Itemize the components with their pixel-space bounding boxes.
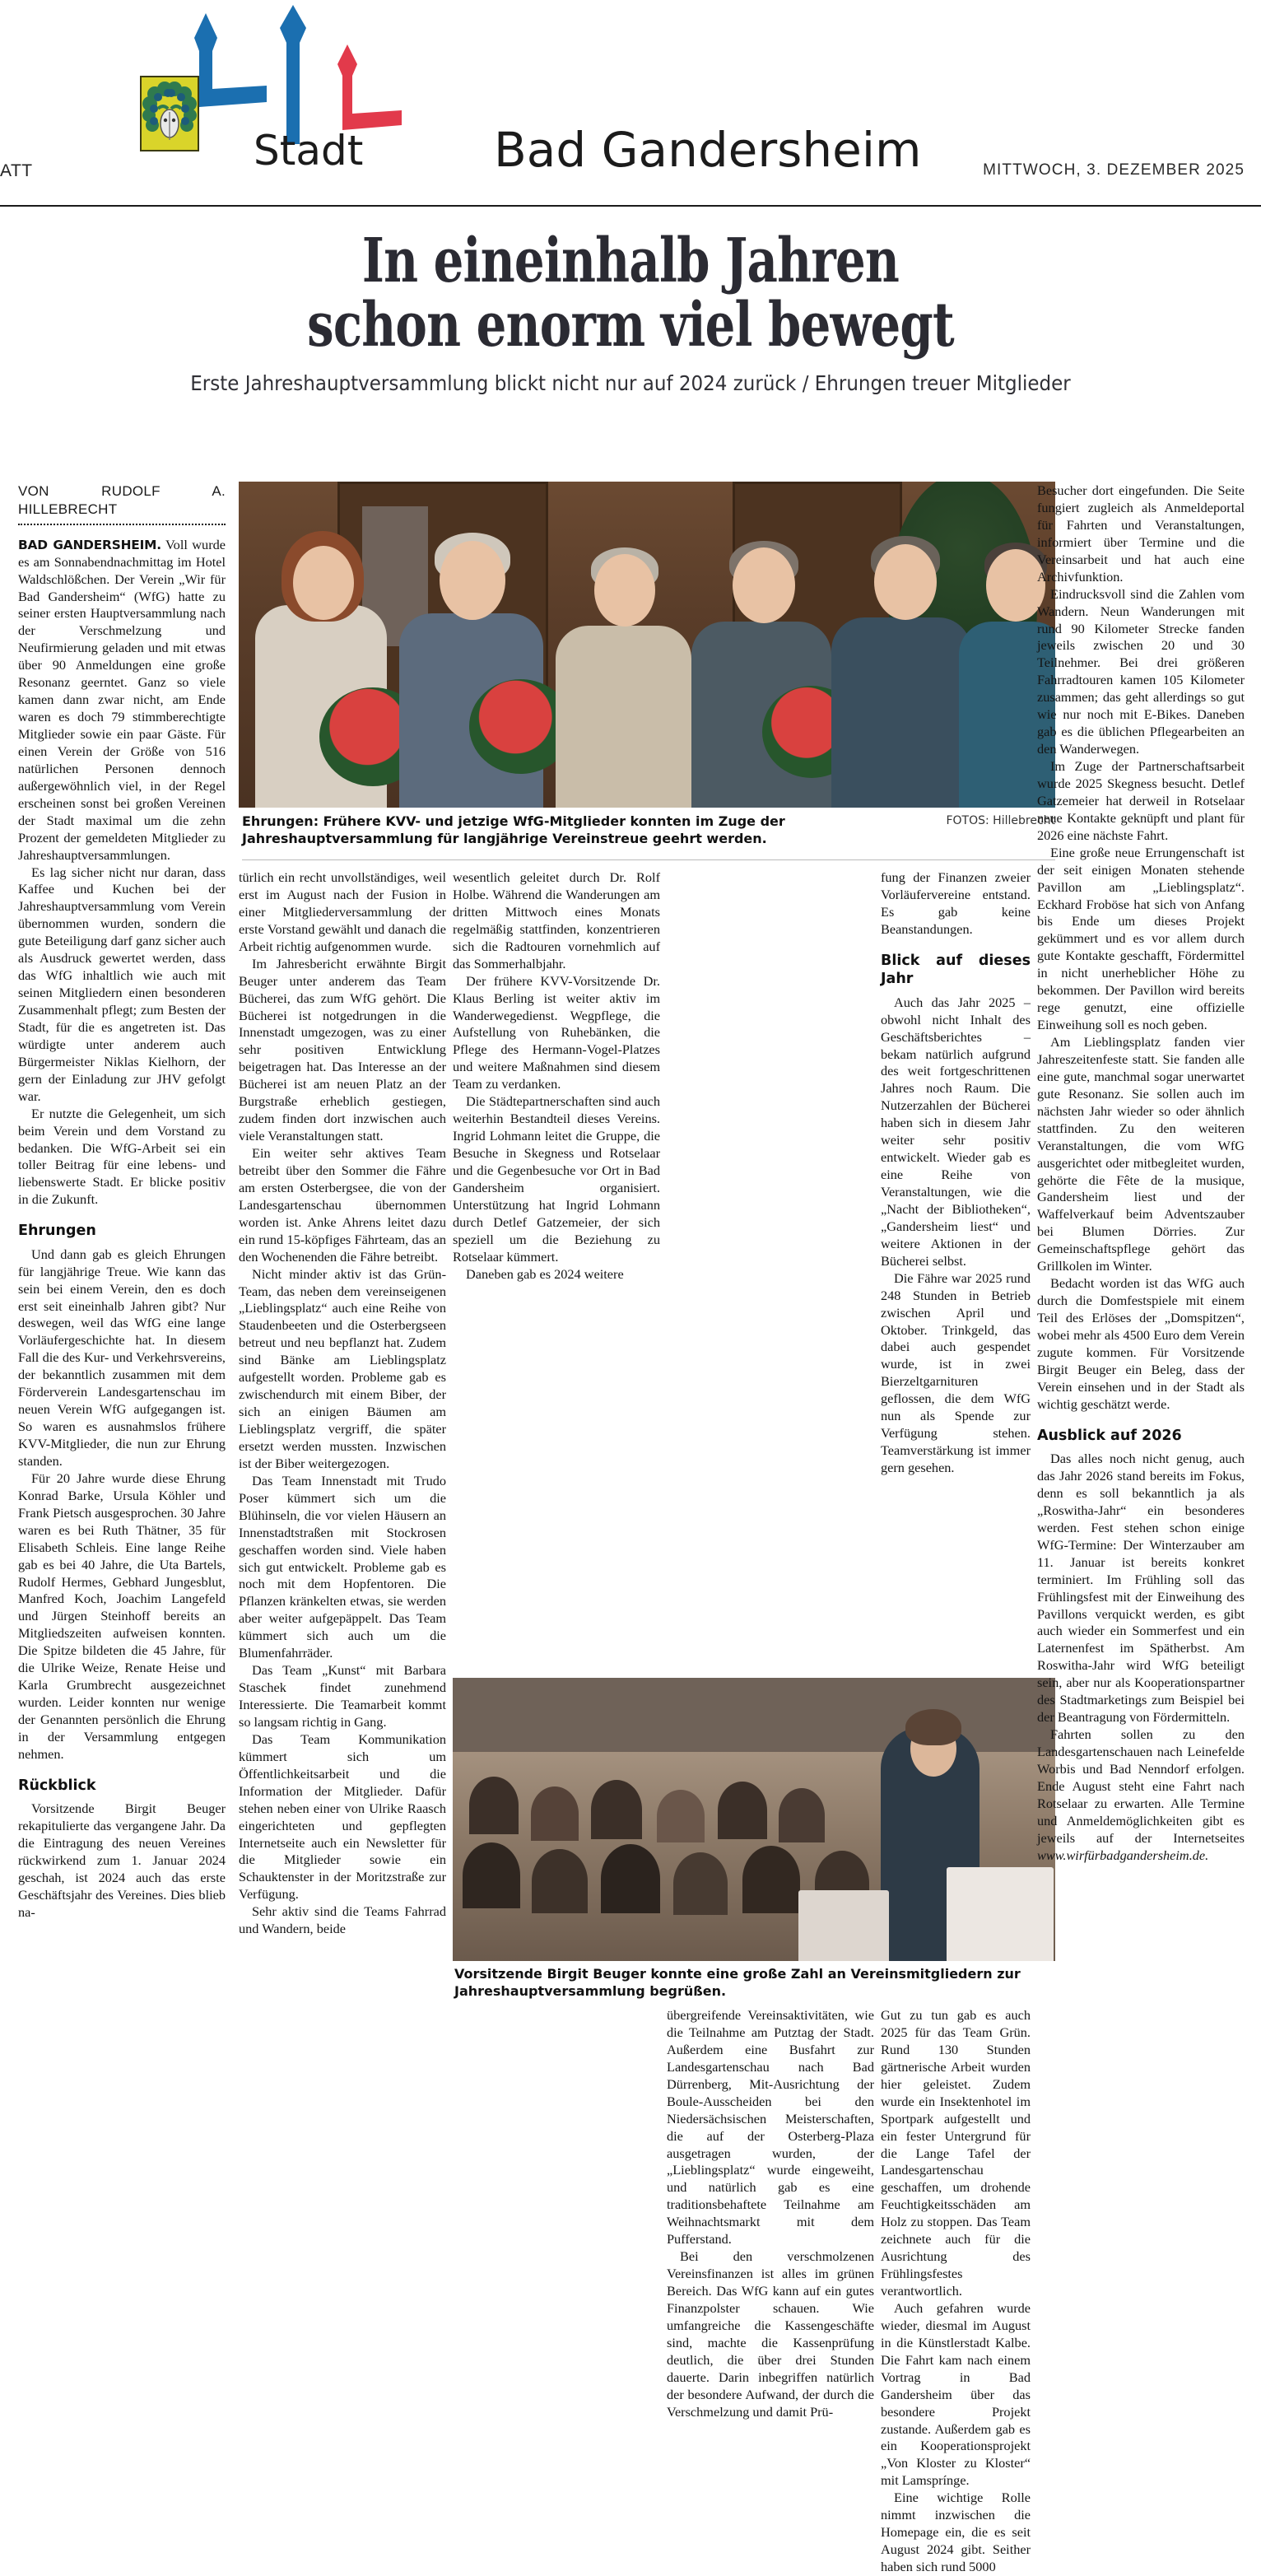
paragraph: Das Team Kommunikation kümmert sich um Öffentlichkeitsarbeit und die Information der Mitglieder. Dafür stehen neben einer von Ulrike Raasch eingerichteten und gepflegten Internetseite auch ein Newsletter für die Mitglieder sowie ein Schauktenster in der Moritzstraße zur Verfügung.	[239, 1731, 446, 1903]
byline-rule	[18, 523, 226, 525]
paragraph: Der frühere KVV-Vorsitzende Dr. Klaus Berling ist weiter aktiv im Wanderwegedienst. Wegpflege, die Aufstellung von Ruhebänken, die Pflege des Hermann-Vogel-Platzes und weitere Maßnahmen sind diesem Team zu verdanken.	[453, 972, 660, 1092]
paragraph: Bedacht worden ist das WfG auch durch die Domfestspiele mit einem Teil des Erlöses der „Domspitzen“, wobei mehr als 4500 Euro dem Verein zugute kommen. Für Vorsitzende Birgit Beuger ein Beleg, dass der Verein einsehen und in der Stadt als wichtig geschätzt werde.	[1037, 1275, 1245, 1412]
masthead-word-stadt: Stadt	[254, 127, 364, 175]
paragraph: wesentlich geleitet durch Dr. Rolf Holbe. Während die Wanderungen am dritten Mittwoch eines Monats regelmäßig stattfinden, konzentrieren sich die Radtouren vornehmlich auf das Sommerhalbjahr.	[453, 869, 660, 971]
section-heading-rueckblick: Rückblick	[18, 1777, 96, 1794]
paragraph: Das Team Innenstadt mit Trudo Poser kümmert sich um die Blühinseln, die vor vielen Häusern an Innenstadtstraßen mit Stockrosen geschaffen worden sind. Viele haben sich gut entwickelt. Probleme gab es noch mit dem Hopfentoren. Die Pflanzen kränkelten etwas, sie werden aber weiter aufgepäppelt. Das Team kümmert sich auch um die Blumenfahrräder.	[239, 1472, 446, 1661]
photo-assembly	[453, 1678, 1055, 1961]
article-column-6	[1037, 482, 1245, 1865]
paragraph: Im Jahresbericht erwähnte Birgit Beuger unter anderem das Team Bücherei, das zum WfG gehört. Die Bücherei ist notgedrungen in die Innenstadt umgezogen, was zu einer sehr positiven Entwicklung beigetragen hat. Das Interesse an der Bücherei ist am neuen Platz an der Burgstraße erheblich gestiegen, zudem finden dort inzwischen auch viele Veranstaltungen statt.	[239, 955, 446, 1144]
dateline: BAD GANDERSHEIM.	[18, 537, 161, 552]
photo-honorees	[239, 482, 1055, 808]
byline: VON RUDOLF A. HILLEBRECHT	[18, 483, 226, 517]
article-column-5	[881, 869, 1031, 1477]
paragraph: Das alles noch nicht genug, auch das Jahr 2026 stand bereits im Fokus, denn es soll bekanntlich ja als „Roswitha-Jahr“ ein besonderes werden. Fest stehen schon einige WfG-Termine: Der Winterzauber am 11. Januar ist bereits konkret terminiert. Im Frühling soll das Frühlingsfest mit der Einweihung des Pavillons verquickt werden, es gibt auch wieder ein Sommerfest und ein Laternenfest im Spätherbst. Am Roswitha-Jahr wird WfG beteiligt sein, aber nur als Kooperationspartner des Stadtmarketings zum Beispiel bei der Beantragung von Fördermitteln.	[1037, 1451, 1245, 1726]
paragraph: Vorsitzende Birgit Beuger rekapitulierte das vergangene Jahr. Da die Eintragung des neuen Vereines rückwirkend zum 1. Januar 2024 geschah, ist 2024 auch das erste Geschäftsjahr des Vereines. Dies blieb na-	[18, 1800, 226, 1920]
paragraph: Eine wichtige Rolle nimmt inzwischen die Homepage ein, die es seit August 2024 gibt. Seither haben sich rund 5000	[881, 2490, 1031, 2574]
headline-line-2: schon enorm viel bewegt	[307, 290, 954, 361]
section-heading-ausblick-2026: Ausblick auf 2026	[1037, 1427, 1182, 1444]
masthead-logo	[206, 30, 1029, 178]
masthead-date: MITTWOCH, 3. DEZEMBER 2025	[983, 161, 1245, 179]
paragraph: Bei den verschmolzenen Vereinsfinanzen ist alles im grünen Bereich. Das WfG kann auf ein gutes Finanzpolster schauen. Wie umfangreiche die Kassengeschäfte sind, machte die Kassenprüfung deutlich, die über drei Stunden dauerte. Darin inbegriffen natürlich der besondere Aufwand, der durch die Verschmelzung und damit Prü-	[667, 2248, 874, 2420]
paragraph: Auch gefahren wurde wieder, diesmal im August in die Künstlerstadt Kalbe. Die Fahrt kam nach einem Vortrag in Bad Gandersheim über das besondere Projekt zustande. Außerdem gab es ein Kooperationsprojekt „Von Kloster zu Kloster“ mit Lamsprínge.	[881, 2299, 1031, 2489]
article-column-2	[239, 869, 446, 1938]
lead-text: Voll wurde es am Sonnabendnachmittag im Hotel Waldschlößchen. Der Verein „Wir für Bad Gandersheim“ (WfG) hatte zu seiner ersten Hauptversammlung nach der Verschmelzung und Neufirmierung geladen und mit etwas über 90 Anmeldungen eine große Resonanz geerntet. Ganz so viele kamen dann zwar nicht, am Ende waren es doch 79 stimmberechtigte Mitglieder sowie ein paar Gäste. Für einen Verein der Größe von 516 natürlichen Personen dennoch außergewöhnlich viel, in der Regel erscheinen sonst bei großen Vereinen der Stadt maximal um die zehn Prozent der gemeldeten Mitglieder zu Jahreshauptversammlungen.	[18, 536, 226, 863]
paragraph: Die Städtepartnerschaften sind auch weiterhin Bestandteil dieses Vereins. Ingrid Lohmann leitet die Gruppe, die Besuche in Skegness und Rotselaar und die Gegenbesuche vor Ort in Bad Gandersheim organisiert. Unterstützung hat Ingrid Lohmann durch Detlef Gatzemeier, der sich speziell um die Beziehung zu Rotselaar kümmert.	[453, 1093, 660, 1265]
caption-divider	[242, 859, 1055, 860]
paragraph-text: Fahrten sollen zu den Landesgartenschauen nach Leinefelde Worbis und Bad Nenndorf erfolgen. Ende August steht eine Fahrt nach Rotselaar zu erwarten. Alle Termine und Anmeldemöglichkeiten gibt es jeweils auf der Internetseites	[1037, 1726, 1245, 1846]
paragraph: Eine große neue Errungenschaft ist der seit einigen Monaten stehende Pavillon am „Lieblingsplatz“. Eckhard Froböse hat sich von Anfang bis Ende um dieses Projekt gekümmert und es vor allem durch gute Kontakte geschafft, Fördermittel in nicht unerheblicher Höhe zu bekommen. Der Pavillon wird bereits rege genutzt, eine offizielle Einweihung soll es noch geben.	[1037, 844, 1245, 1033]
website-url: www.wirfürbadgandersheim.de.	[1037, 1847, 1209, 1863]
paragraph: Besucher dort eingefunden. Die Seite fungiert zugleich als Anmeldeportal für Fahrten und Veranstaltungen, informiert über Termine und die Vereinsarbeit und hat auch eine Archivfunktion.	[1037, 482, 1245, 585]
caption-text: Ehrungen: Frühere KVV- und jetzige WfG-Mitglieder konnten im Zuge der Jahreshauptversammlung für langjährige Vereinstreue geehrt werden.	[242, 813, 785, 846]
lead-paragraph	[18, 537, 226, 864]
paragraph: Am Lieblingsplatz fanden vier Jahreszeitenfeste statt. Sie fanden alle eine gute, manchmal sogar unerwartet gute Resonanz. Sie sollen auch im nächsten Jahr wieder so oder ähnlich stattfinden. Zu den weiteren Veranstaltungen, die vom WfG ausgerichtet oder mitbegleitet wurden, gehörte die Fête de la musique, Gandersheim liest und der Waffelverkauf beim Adventszauber bei Blumen Dörries. Zur Gemeinschaftspflege gehört das Grillkolen im Winter.	[1037, 1034, 1245, 1274]
masthead-word-city: Bad Gandersheim	[494, 122, 922, 178]
paragraph: Er nutzte die Gelegenheit, um sich beim Verein und dem Vorstand zu bedanken. Die WfG-Arbeit sei ein toller Beitrag für eine lebens- und liebenswerte Stadt. Er blicke positiv in die Zukunft.	[18, 1105, 226, 1208]
paragraph: Es lag sicher nicht nur daran, dass Kaffee und Kuchen bei der Jahreshauptversammlung vom Verein übernommen wurden, sondern die gute Beteiligung darf ganz sicher auch als Ausdruck gewertet werden, dass das WfG inhaltlich wie auch mit seinen Mitgliedern einen besonderen Zusammenhalt pflegt; zum Besten der Stadt, für die es angetreten ist. Das würdigte unter anderem auch Bürgermeister Niklas Kielhorn, der gern der Einladung zur JHV gefolgt war.	[18, 864, 226, 1104]
page-title	[235, 226, 1026, 361]
paragraph: Gut zu tun gab es auch 2025 für das Team Grün. Rund 130 Stunden gärtnerische Arbeit wurden hier geleistet. Zudem wurde ein Insektenhotel im Sportpark aufgestellt und ein fester Untergrund für die Lange Tafel der Landesgartenschau geschaffen, um drohende Feuchtigkeitsschäden am Holz zu stoppen. Das Team zeichnete auch für die Ausrichtung des Frühlingsfestes verantwortlich.	[881, 2007, 1031, 2299]
headline-line-1: In eineinhalb Jahren	[361, 226, 900, 296]
paragraph: Auch das Jahr 2025 – obwohl nicht Inhalt des Geschäftsberichtes – bekam natürlich aufgrund des weit fortgeschrittenen Jahres noch Raum. Die Nutzerzahlen der Bücherei haben sich in diesem Jahr weiter sehr positiv entwickelt. Wieder gab es eine Reihe von Veranstaltungen, wie die „Nacht der Bibliotheken“, „Gandersheim liest“ und weitere Aktionen in der Bücherei selbst.	[881, 994, 1031, 1269]
paragraph: Im Zuge der Partnerschaftsarbeit wurde 2025 Skegness besucht. Detlef Gatzemeier hat derweil in Rotselaar neue Kontakte geknüpft und plant für 2026 eine nächste Fahrt.	[1037, 758, 1245, 843]
paragraph: Nicht minder aktiv ist das Grün-Team, das neben dem vereinseigenen „Lieblingsplatz“ auch eine Reihe von Staudenbeeten und die Osterbergseen betreut und neu bepflanzt hat. Zudem sind Bänke am Lieblingsplatz aufgestellt worden. Probleme gab es zwischendurch mit einem Biber, der sich an einigen Bäumen am Lieblingsplatz vergriff, die später ersetzt werden mussten. Inzwischen ist der Biber weitergezogen.	[239, 1265, 446, 1471]
subheadline: Erste Jahreshauptversammlung blickt nicht nur auf 2024 zurück / Ehrungen treuer Mitglieder	[190, 370, 1071, 395]
paragraph: Und dann gab es gleich Ehrungen für langjährige Treue. Wie kann das sein bei einem Verein, den es doch erst seit eineinhalb Jahren gibt? Nur deswegen, weil das WfG eine lange Vorläufergeschichte hat. In diesem Fall die des Kur- und Verkehrsvereins, der bekanntlich zusammen mit dem Förderverein Landesgartenschau im neuen Verein WfG aufgegangen ist. So waren es ausnahmslos frühere KVV-Mitglieder, die nun zur Ehrung standen.	[18, 1246, 226, 1469]
article-body	[18, 482, 1245, 2574]
paragraph: Für 20 Jahre wurde diese Ehrung Konrad Barke, Ursula Köhler und Frank Pietsch ausgesprochen. 30 Jahre waren es bei Ruth Thätner, 35 für Elisabeth Schleis. Eine lange Reihe gab es bei 40 Jahre, die Uta Bartels, Rudolf Hermes, Gebhard Jungesblut, Manfred Koch, Joachim Langefeld und Jürgen Steinhoff bereits an Mitgliedszeiten aufweisen konnten. Die Spitze bildeten die 45 Jahre, für die Ulrike Weize, Renate Heise und Karla Grumbrecht ausgezeichnet wurden. Leider konnten nur wenige der Genannten persönlich die Ehrung in der Versammlung entgegen nehmen.	[18, 1470, 226, 1762]
section-heading-blick-auf-dieses-jahr: Blick auf dieses Jahr	[881, 952, 1031, 988]
paragraph: Das Team „Kunst“ mit Barbara Staschek findet zunehmend Interessierte. Die Teamarbeit kommt so langsam richtig in Gang.	[239, 1662, 446, 1730]
article-column-4	[667, 2007, 874, 2421]
article-column-1	[18, 482, 226, 1922]
masthead-rule	[0, 205, 1261, 207]
paragraph: fung der Finanzen zweier Vorläufervereine entstand. Es gab keine Beanstandungen.	[881, 869, 1031, 937]
article-column-5-lower	[881, 2007, 1031, 2576]
coat-of-arms-icon	[140, 76, 199, 151]
caption-text: Vorsitzende Birgit Beuger konnte eine große Zahl an Vereinsmitgliedern zur Jahreshauptversammlung begrüßen.	[454, 1966, 1021, 1999]
masthead	[0, 0, 1261, 206]
paragraph: Die Fähre war 2025 rund 248 Stunden in Betrieb zwischen April und Oktober. Trinkgeld, das dabei auch gespendet wurde, ist in zwei Bierzeltgarnituren geflossen, die dem WfG nun als Spende zur Verfügung stehen. Teamverstärkung ist immer gern gesehen.	[881, 1269, 1031, 1476]
photo-caption-honorees	[242, 813, 1055, 848]
paragraph: türlich ein recht unvollständiges, weil erst im August nach der Fusion in einer Mitgliederversammlung der erste Vorstand gewählt und danach die Arbeit richtig aufgenommen wurde.	[239, 869, 446, 954]
paragraph: Sehr aktiv sind die Teams Fahrrad und Wandern, beide	[239, 1903, 446, 1937]
paragraph: Daneben gab es 2024 weitere	[466, 1265, 624, 1282]
paragraph: Eindrucksvoll sind die Zahlen vom Wandern. Neun Wanderungen mit rund 90 Kilometer Strecke fanden jeweils zwischen 20 und 30 Teilnehmer. Bei drei größeren Fahrradtouren kamen 105 Kilometer zusammen; das geht allerdings so gut wie nur noch mit E-Bikes. Daneben gab es die üblichen Pflegearbeiten an den Wanderwegen.	[1037, 585, 1245, 757]
paragraph: übergreifende Vereinsaktivitäten, wie die Teilnahme am Putztag der Stadt. Außerdem eine Busfahrt zur Landesgartenschau nach Bad Dürrenberg, Mit-Ausrichtung der Boule-Ausscheiden bei den Niedersächsischen Meisterschaften, die auf der Osterberg-Plaza ausgetragen wurden, der „Lieblingsplatz“ wurde eingeweiht, und natürlich gab es eine traditionsbehaftete Teilnahme am Weihnachtsmarkt mit dem Pufferstand.	[667, 2007, 874, 2248]
article-column-3	[453, 869, 660, 1283]
photo-credit: FOTOS: Hillebrecht	[946, 814, 1055, 827]
paragraph: Ein weiter sehr aktives Team betreibt über den Sommer die Fähre am ersten Osterbergsee, die von der Landesgartenschau übernommen worden ist. Anke Ahrens leitet dazu ein rund 15-köpfiges Fährteam, das an den Wochenenden die Fähre betreibt.	[239, 1145, 446, 1265]
paragraph	[1037, 1726, 1245, 1865]
section-heading-ehrungen: Ehrungen	[18, 1223, 96, 1240]
photo-caption-assembly	[454, 1966, 1055, 2001]
masthead-left-stub: ATT	[0, 161, 33, 180]
